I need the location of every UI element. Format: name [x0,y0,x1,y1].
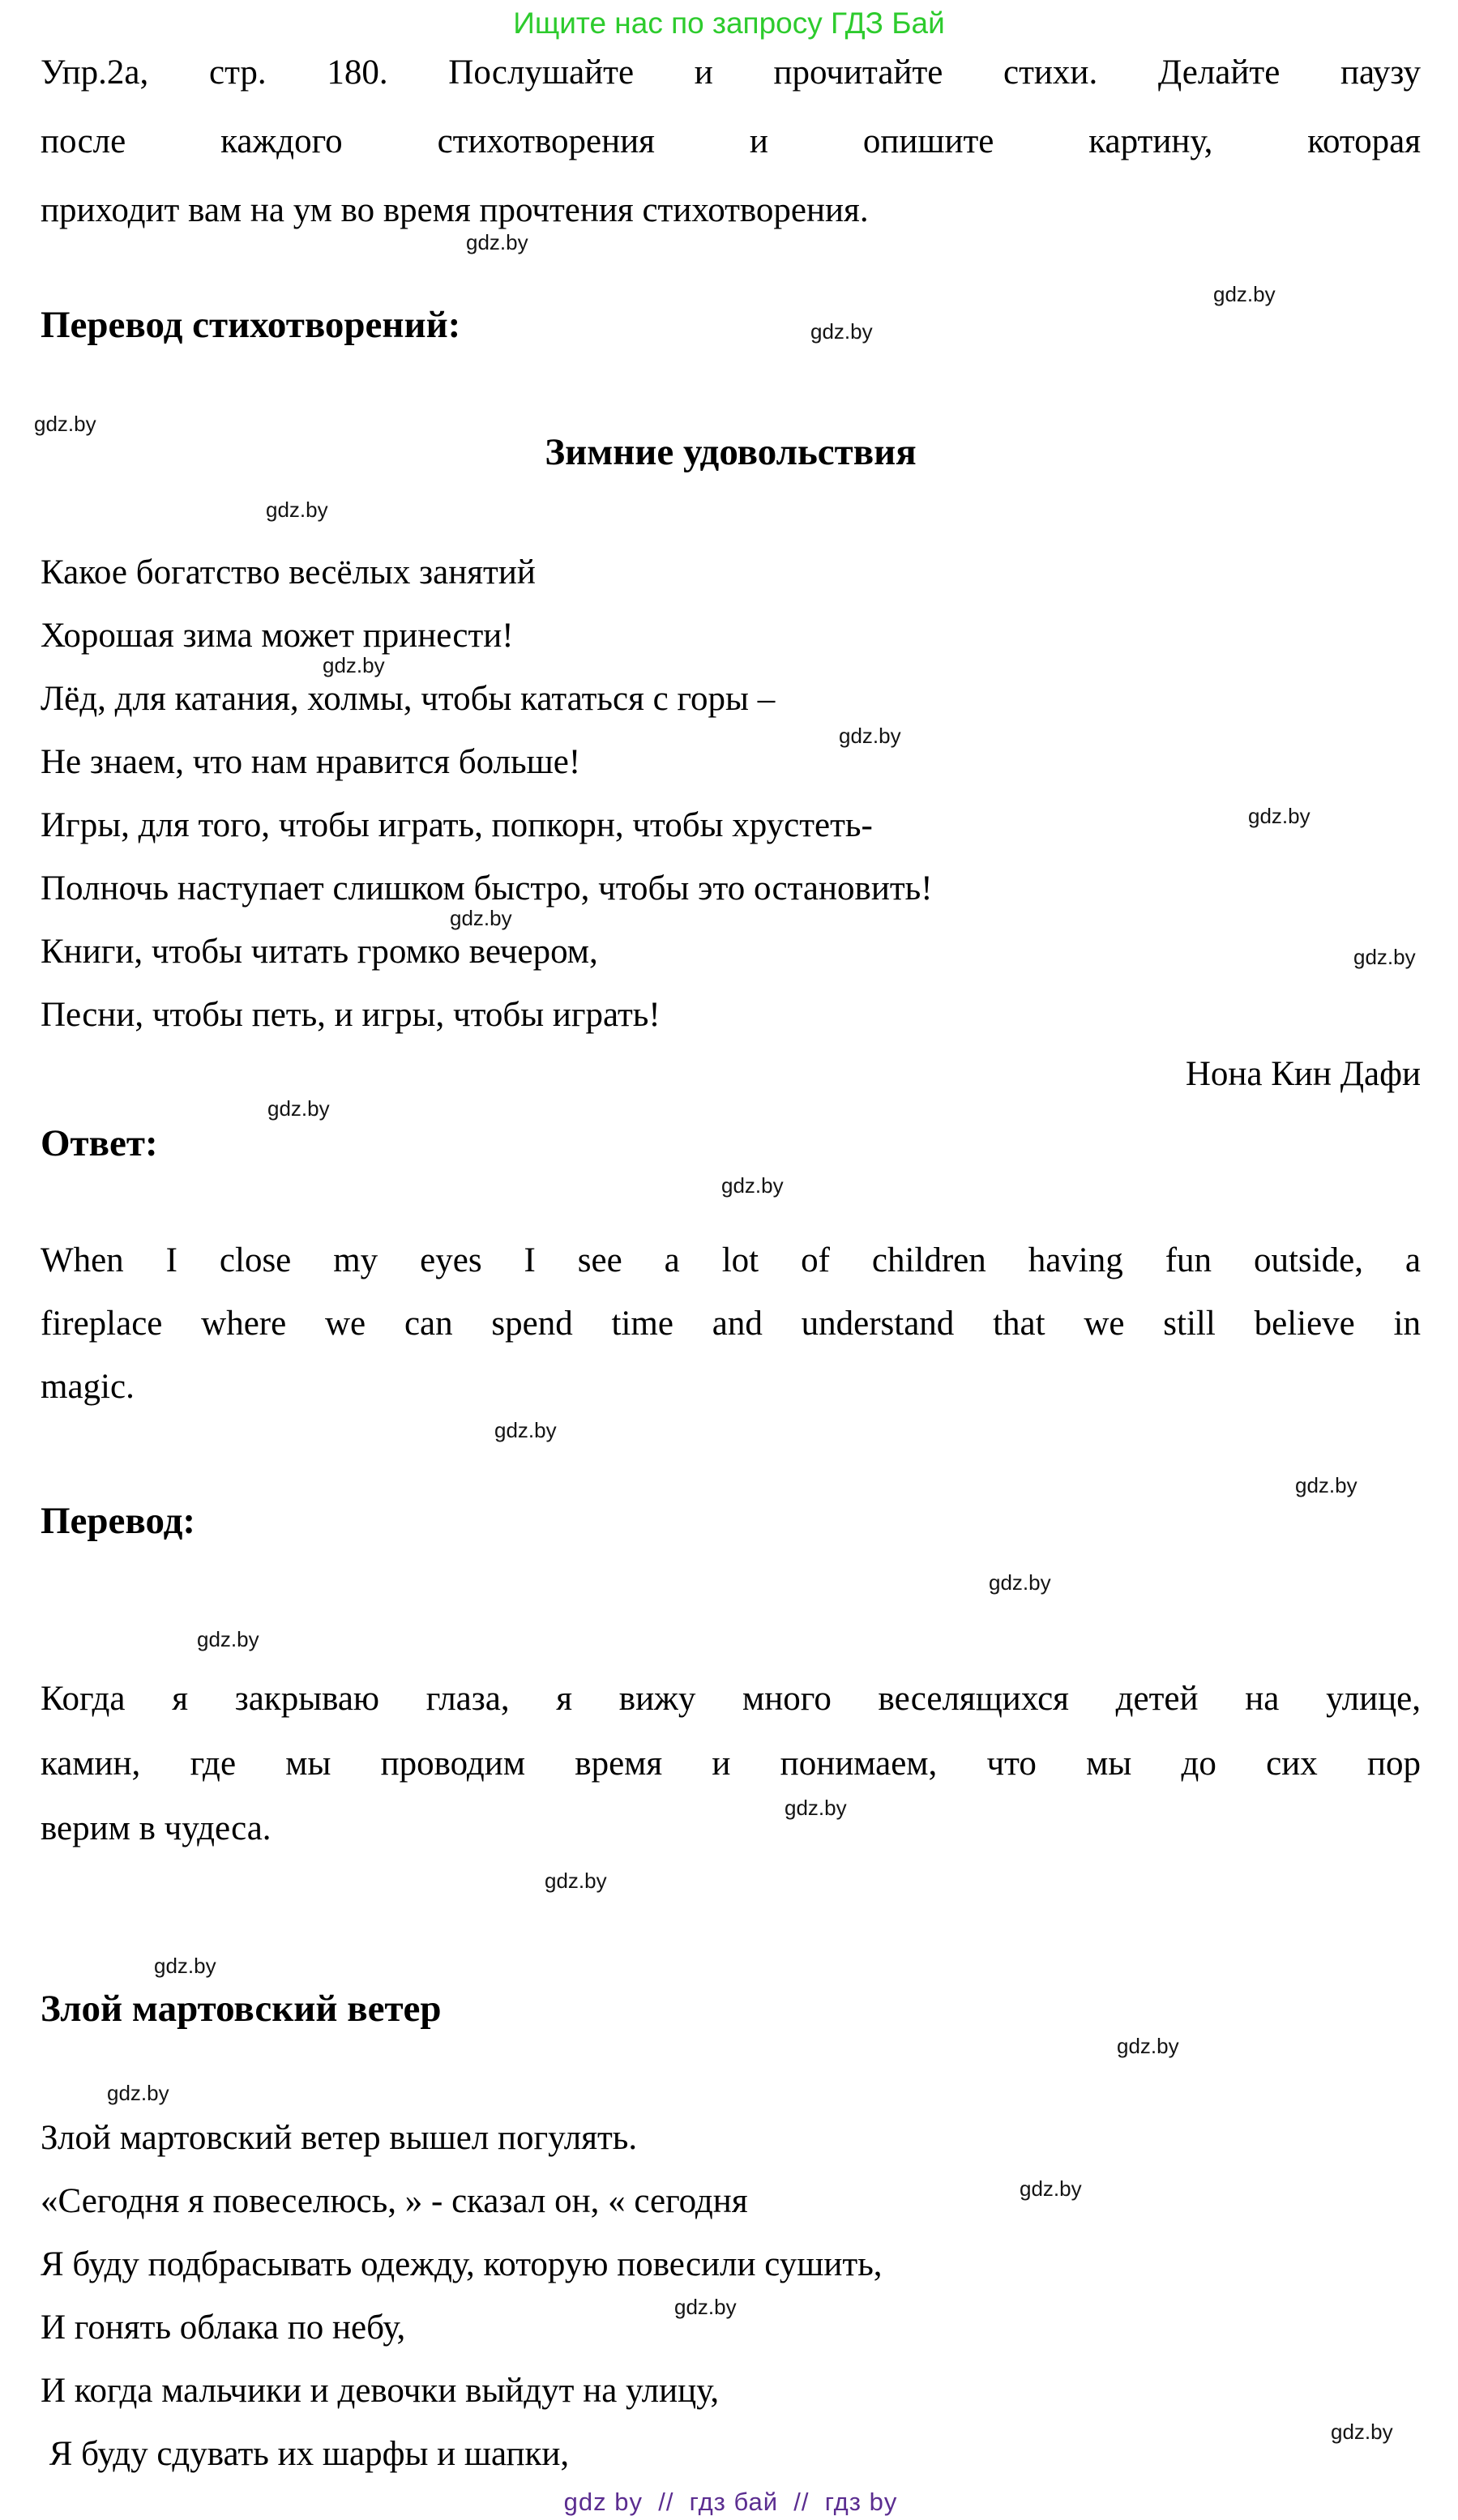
gdz-watermark: gdz.by [323,653,385,677]
gdz-watermark: gdz.by [1117,2034,1179,2058]
gdz-watermark: gdz.by [1353,945,1416,969]
translation-label: Перевод: [41,1500,196,1542]
text-line: Какое богатство весёлых занятий [41,553,536,592]
gdz-watermark: gdz.by [1331,2420,1393,2444]
gdz-watermark: gdz.by [1213,282,1276,306]
promo-banner: Ищите нас по запросу ГДЗ Бай [513,6,945,40]
text-line: И когда мальчики и девочки выйдут на улицу, [41,2372,720,2410]
poem1-author: Нона Кин Дафи [1185,1055,1421,1093]
text-line: камин, где мы проводим время и понимаем, что мы до сих пор [41,1745,1421,1783]
gdz-watermark: gdz.by [1248,804,1310,828]
gdz-watermark: gdz.by [839,724,901,748]
gdz-watermark: gdz.by [34,412,96,436]
poem1-title: Зимние удовольствия [545,431,917,473]
text-line: Книги, чтобы читать громко вечером, [41,933,598,971]
gdz-watermark: gdz.by [107,2081,169,2105]
gdz-watermark: gdz.by [545,1869,607,1893]
translations-heading: Перевод стихотворений: [41,304,461,346]
gdz-watermark: gdz.by [1020,2176,1082,2201]
gdz-watermark: gdz.by [466,230,528,254]
text-line: Я буду подбрасывать одежду, которую повесили сушить, [41,2245,883,2283]
gdz-watermark: gdz.by [450,906,512,930]
text-line: Лёд, для катания, холмы, чтобы кататься с горы – [41,680,776,718]
translation-paragraph [41,1667,1421,1861]
footer-links: gdz by // гдз бай // гдз by [563,2488,898,2516]
gdz-watermark: gdz.by [1295,1473,1358,1497]
text-line: Не знаем, что нам нравится больше! [41,743,581,781]
text-line: Игры, для того, чтобы играть, попкорн, чтобы хрустеть- [41,806,873,844]
poem2-title: Злой мартовский ветер [41,1988,442,2030]
text-line: «Сегодня я повеселюсь, » - сказал он, « сегодня [41,2182,748,2220]
gdz-watermark: gdz.by [197,1627,259,1651]
text-line: Хорошая зима может принести! [41,617,514,655]
answer-label: Ответ: [41,1122,158,1164]
task-paragraph [41,38,1421,245]
text-line: Полночь наступает слишком быстро, чтобы это остановить! [41,869,933,908]
gdz-watermark: gdz.by [154,1954,216,1978]
gdz-watermark: gdz.by [266,498,328,522]
text-line: приходит вам на ум во время прочтения стихотворения. [41,191,869,229]
text-line: Песни, чтобы петь, и игры, чтобы играть! [41,996,661,1034]
gdz-watermark: gdz.by [721,1173,784,1198]
text-line: Злой мартовский ветер вышел погулять. [41,2119,638,2157]
gdz-watermark: gdz.by [674,2295,737,2319]
text-line: после каждого стихотворения и опишите картину, которая [41,122,1421,160]
text-line: Упр.2а, стр. 180. Послушайте и прочитайте стихи. Делайте паузу [41,53,1421,92]
gdz-watermark: gdz.by [494,1418,557,1442]
text-line: When I close my eyes I see a lot of children having fun outside, a [41,1241,1421,1279]
text-line: верим в чудеса. [41,1809,272,1847]
answer-paragraph [41,1229,1421,1419]
text-line: И гонять облака по небу, [41,2309,406,2347]
text-line: Когда я закрываю глаза, я вижу много веселящихся детей на улице, [41,1680,1421,1718]
text-line: magic. [41,1368,135,1406]
gdz-watermark: gdz.by [810,319,873,344]
text-line: Я буду сдувать их шарфы и шапки, [41,2435,570,2473]
poem1-lines [41,541,1421,1047]
gdz-watermark: gdz.by [785,1796,847,1820]
gdz-watermark: gdz.by [267,1096,330,1121]
gdz-watermark: gdz.by [989,1570,1051,1595]
text-line: fireplace where we can spend time and understand that we still believe in [41,1305,1421,1343]
